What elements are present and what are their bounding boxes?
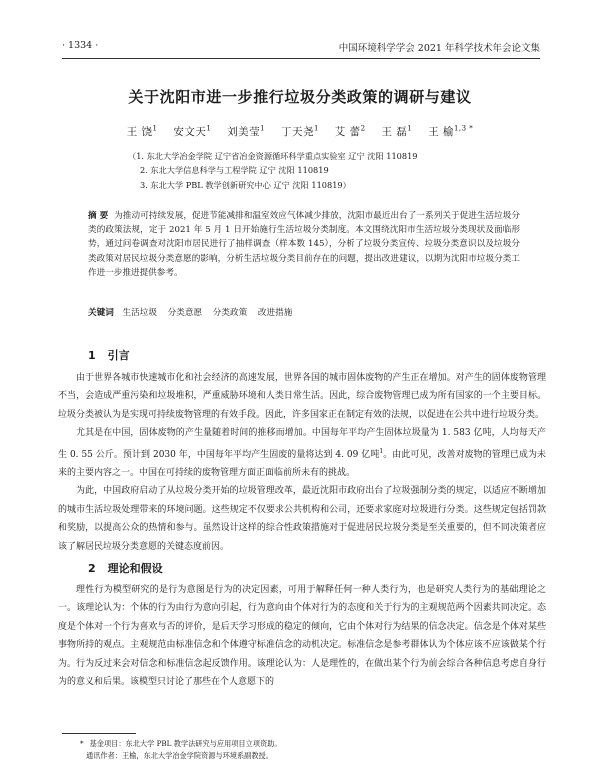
paragraph: 理性行为模型研究的是行为意图是行为的决定因素，可用于解释任何一种人类行为，也是研究人类行为的基础理论之一。该理论认为：个体的行为由行为意向引起，行为意向由个体对行为的态度和关于行为的主观规范两个因素共同决定。态度是个体对一个行为喜欢与否的评价，是后天学习形成的稳定的倾向，它由个体对行为结果的信念决定。信念是个体对某些事物所持的观点。主观规范由标准信念和个体遵守标准信念的动机决定。标准信念是参考群体认为个体应该不应该做某个行为。行为反过来会对信念和标准信念起反馈作用。该理论认为：人是理性的，在做出某个行为前会综合各种信息考虑自身行为的意义和后果。该模型只讨论了那些在个人意愿下的 [58,585,546,688]
keywords [88,306,520,318]
affiliations [128,149,528,192]
introduction-body [58,369,546,556]
author: 王 榆$^{1,3 *}$ [428,124,474,138]
affiliation-line: 3. 东北大学 PBL 教学创新研究中心 辽宁 沈阳 110819） [140,179,351,190]
journal-title: 中国环境科学学会 2021 年科学技术年会论文集 [338,43,540,54]
abstract-text: 为推动可持续发展，促进节能减排和温室效应气体减少排放，沈阳市最近出台了一系列关于促进生活垃圾分类的政策法规，定于 2021 年 5 月 1 日开始施行生活垃圾分类制度。本文围绕沈阳市生活垃圾分类现状及面临形势，通过问卷调查对沈阳市居民进行了抽样调查（样本数 145），分析了垃圾分类宣传、垃圾分类意识以及垃圾分类政策对居民垃圾分类意愿的影响，分析生活垃圾分类目前存在的问题，提出改进建议，以期为沈阳市垃圾分类工作进一步推进提供参考。 [88,211,520,278]
theory-body [58,581,546,691]
running-head [62,40,540,54]
affiliation-line: （1. 东北大学冶金学院 辽宁省冶金资源循环科学重点实验室 辽宁 沈阳 110819 [128,151,418,161]
section-heading-introduction: 1 引言 [88,349,130,362]
footnote-rule [62,733,136,734]
affiliation-line: 2. 东北大学信息科学与工程学院 辽宁 沈阳 110819 [140,165,329,176]
paragraph: 由于世界各城市快速城市化和社会经济的高速发展，世界各国的城市固体废物的产生正在增加。对产生的固体废物管理不当，会造成严重污染和垃圾堆积，严重威胁环境和人类日常生活。因此，综合废物管理已成为所有国家的一个主要目标。垃圾分类被认为是实现可持续废物管理的有效手段。因此，许多国家正在制定有效的法规，以促进在公共中进行垃圾分类。 [58,373,546,420]
section-heading-theory: 2 理论和假设 [88,562,163,575]
keyword: 生活垃圾 [122,308,157,318]
footnote: * 基金项目：东北大学 PBL 教学法研究与应用项目立项资助。 [80,739,282,748]
keyword: 分类政策 [212,308,248,318]
header-rule [62,58,540,59]
author: 安文天$^1$ [173,124,212,138]
author: 刘美莹$^1$ [227,124,266,138]
author: 艾 蕾$^2$ [334,124,366,138]
keyword: 改进措施 [257,308,293,318]
keyword: 分类意愿 [167,308,203,318]
author-list [0,124,600,139]
author: 王 饶$^1$ [126,124,158,138]
footnote: 通讯作者：王榆，东北大学冶金学院资源与环境系副教授。 [86,751,273,760]
author: 王 磊$^1$ [381,124,413,138]
paragraph: 尤其是在中国，固体废物的产生量随着时间的推移而增加。中国每年平均产生固体垃圾量为 1. 583 亿吨，人均每天产生 0. 55 公斤。预计到 2030 年，中国每年平均产生固废的量将达到 4. 09 亿吨$^1$。由此可见，改善对废物的管理已成为未来的主要内容之一。中国在可持续的废物管理方面正面临前所未有的挑战。 [58,428,546,479]
paper-title: 关于沈阳市进一步推行垃圾分类政策的调研与建议 [128,88,472,106]
footnotes [80,738,540,762]
keywords-label: 关键词 [88,308,114,318]
abstract-label: 摘 要 [88,211,109,221]
page-number: · 1334 · [62,40,99,51]
abstract [88,209,520,280]
author: 丁天尧$^1$ [280,124,319,138]
paragraph: 为此，中国政府启动了从垃圾分类开始的垃圾管理改革，最近沈阳市政府出台了垃圾强制分类的规定，以适应不断增加的城市生活垃圾处理带来的环境问题。这些规定不仅要求公共机构和公司，还要求家庭对垃圾进行分类。这些规定包括罚款和奖励，以提高公众的热情和参与。虽然设计这样的综合性政策措施对于促进居民垃圾分类是至关重要的，但不同决策者应该了解居民垃圾分类意愿的关键态度前因。 [58,486,546,552]
